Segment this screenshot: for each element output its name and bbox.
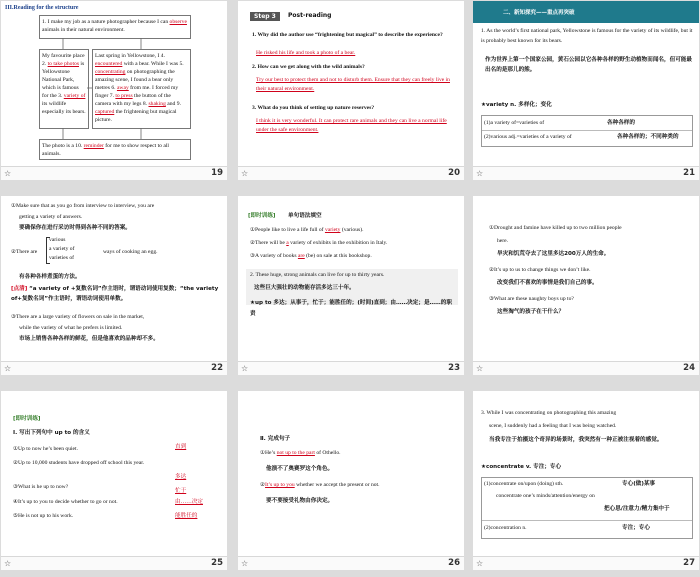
slide-thumb-22[interactable] (1, 196, 227, 375)
example-2-start: ②There are (11, 249, 38, 255)
exercise-1-translation: 他演不了奥赛罗这个角色。 (266, 466, 334, 472)
exercise-3: ③What is he up to now? (13, 484, 69, 490)
brace (46, 237, 50, 264)
usage-1: (1)a variety of=varieties of (484, 120, 545, 126)
question-2: 2. How can we get along with the wild animals? (252, 64, 365, 70)
header-title: 二、新知探究——重点再突破 (503, 10, 575, 16)
answer-2: 多达 (175, 474, 187, 480)
answer-5: 能胜任的 (175, 513, 198, 519)
slide-number: 25 (211, 558, 223, 568)
paragraph-1: 1. As the world’s first national park, Yellowstone is famous for the variety of its wildlife, but it is probably best known for its bears. (481, 28, 693, 44)
slide-footer (238, 166, 464, 180)
usage-1-meaning: 各种各样的 (607, 120, 635, 126)
key-sentence: 2. These huge, strong animals can live for up to thirty years. (250, 272, 385, 278)
star-icon[interactable]: ☆ (4, 364, 12, 373)
usage-2-meaning: 各种各样的；不同种类的 (617, 134, 679, 140)
example-2-end: ways of cooking an egg. (103, 249, 158, 255)
slide-number: 23 (448, 363, 460, 373)
note: [点清] “a variety of +复数名词”作主语时，谓语动词使用复数；“the variety of+复数名词”作主语时，谓语动词使用单数。 (11, 286, 219, 302)
usage-2-meaning: 把心思/注意力/精力集中于 (604, 506, 670, 512)
example-3-cont: while the variety of what he prefers is limited. (19, 325, 123, 331)
exercise-2: ②There will be a variety of exhibits in the exhibition in Italy. (250, 240, 388, 246)
example-3: ③What are these naughty boys up to? (489, 296, 574, 302)
header-bar (473, 1, 699, 23)
section-title: Ⅱ. 完成句子 (260, 436, 291, 442)
question-1: 1. Why did the author use “frightening but magical” to describe the experience? (252, 32, 443, 38)
slide-title: III.Reading for the structure (5, 5, 79, 11)
exercise-1: ①People like to live a life full of variety (various). (250, 227, 364, 233)
paragraph-1-translation: 作为世界上第一个国家公园，黄石公园以它各种各样的野生动植物而闻名，但可能最出名的是那儿的熊。 (485, 57, 692, 73)
slide-footer (1, 166, 227, 180)
usage-1: (1)concentrate on/upon (doing) sth. (484, 481, 564, 487)
usage-table (481, 115, 693, 147)
slide-number: 21 (683, 168, 695, 178)
answer-1: 直到 (175, 444, 187, 450)
practice-title: 单句语法填空 (288, 213, 322, 219)
key-sentence: 3. While I was concentrating on photographing this amazing (481, 410, 617, 416)
slide-thumb-21[interactable] (473, 1, 699, 180)
answer-2: Try our best to protect them and not to disturb them. Ensure that they can freely live in their natural environment. (256, 77, 450, 92)
slide-thumb-25[interactable] (1, 391, 227, 570)
structure-arrows (1, 1, 227, 167)
usage-2: concentrate one’s minds/attention/energy on (496, 493, 595, 499)
star-icon[interactable]: ☆ (4, 559, 12, 568)
example-1-cont: getting a variety of answers. (19, 214, 83, 220)
slide-footer (1, 556, 227, 570)
exercise-3: ③A variety of books are (be) on sale at this bookshop. (250, 253, 372, 259)
exercise-2-translation: 要不要接受礼物由你决定。 (266, 498, 334, 504)
slide-number: 19 (211, 168, 223, 178)
slide-footer (473, 361, 699, 375)
slide-number: 27 (683, 558, 695, 568)
star-icon[interactable]: ☆ (241, 169, 249, 178)
example-2-options: various a variety of varieties of (49, 237, 75, 261)
slide-number: 22 (211, 363, 223, 373)
star-icon[interactable]: ☆ (476, 364, 484, 373)
example-3-translation: 市场上销售各种各样的鲜花，但是他喜欢的品种却不多。 (19, 336, 159, 342)
key-word: ★variety n. 多样化；变化 (481, 102, 552, 108)
exercise-2: ②Up to 10,000 students have dropped off school this year. (13, 460, 145, 466)
usage-table (481, 477, 693, 539)
answer-3: 忙于 (175, 488, 187, 494)
usage-2: (2)various adj.=varieties of a variety of (484, 134, 572, 140)
slide-thumb-19[interactable] (1, 1, 227, 180)
usage-3-meaning: 专注；专心 (622, 525, 650, 531)
structure-box-left: My favourite place 2. to take photos is Yellowstone National Park, which is famous for the 3. variety of its wildlife especially its bears. (39, 49, 89, 129)
example-1-translation: 要确保你在进行采访时得到各种不同的答案。 (19, 225, 131, 231)
structure-box-bottom: The photo is a 10. reminder for me to show respect to all animals. (39, 139, 191, 160)
slide-thumb-24[interactable] (473, 196, 699, 375)
answer-1: He risked his life and took a photo of a bear. (256, 50, 356, 56)
answer-4: 由……决定 (175, 499, 203, 505)
example-2-translation: 有各种各样煮蛋的方法。 (19, 274, 81, 280)
slide-footer (238, 361, 464, 375)
key-sentence-cont: scene, I suddenly had a feeling that I was being watched. (489, 423, 617, 429)
structure-box-top: 1. I make my job as a nature photographer because I can observe animals in their natural environment. (39, 15, 191, 39)
slide-thumb-27[interactable] (473, 391, 699, 570)
practice-tag: [即时训练] (13, 416, 41, 422)
slide-footer (473, 556, 699, 570)
slide-footer (473, 166, 699, 180)
structure-box-right: Last spring in Yellowstone, I 4. encountered with a bear. While I was 5. concentrating on photographing the amazing scene, I found a bear only metres 6. away from me. I forced my finger 7. to press the button of the camera with my legs 8. shaking and 9. captured the frightening but magical picture. (92, 49, 191, 129)
exercise-1: ①Up to now he’s been quiet. (13, 446, 78, 452)
key-sentence-translation: 这些巨大强壮的动物能存活多达三十年。 (254, 285, 355, 291)
up-to-meanings: ★up to 多达；从事于，忙于；能胜任的；(时间)直到；由……决定；是……的职责 (250, 300, 452, 317)
slide-thumb-23[interactable] (238, 196, 464, 375)
step-title: Post-reading (288, 12, 332, 19)
example-2-translation: 改变我们不喜欢的事情是我们自己的事。 (497, 280, 598, 286)
example-1-translation: 旱灾和饥荒夺去了这里多达200万人的生命。 (497, 251, 610, 257)
exercise-2: ②It’s up to you whether we accept the present or not. (260, 482, 380, 488)
star-icon[interactable]: ☆ (476, 169, 484, 178)
example-1: ①Drought and famine have killed up to two million people (489, 225, 622, 231)
example-1: ①Make sure that as you go from interview to interview, you are (11, 203, 155, 209)
step-badge: Step 3 (250, 12, 280, 21)
slide-number: 24 (683, 363, 695, 373)
slide-thumb-20[interactable] (238, 1, 464, 180)
star-icon[interactable]: ☆ (241, 559, 249, 568)
example-3: ③There are a large variety of flowers on sale in the market, (11, 314, 145, 320)
key-sentence-translation: 当我专注于拍摄这个奇异的场景时，我突然有一种正被注视着的感觉。 (489, 437, 663, 443)
star-icon[interactable]: ☆ (476, 559, 484, 568)
slide-footer (238, 556, 464, 570)
exercise-4: ④It’s up to you to decide whether to go or not. (13, 499, 118, 505)
example-1-cont: here. (497, 238, 509, 244)
exercise-1: ①He’s not up to the part of Othello. (260, 450, 341, 456)
star-icon[interactable]: ☆ (4, 169, 12, 178)
usage-3: (2)concentration n. (484, 525, 527, 531)
slide-number: 20 (448, 168, 460, 178)
slide-thumb-26[interactable] (238, 391, 464, 570)
star-icon[interactable]: ☆ (241, 364, 249, 373)
key-word: ★concentrate v. 专注；专心 (481, 464, 562, 470)
answer-3: I think it is very wonderful. It can protect rare animals and they can live a normal life under the safe environment. (256, 118, 447, 133)
usage-1-meaning: 专心(做)某事 (622, 481, 656, 487)
slide-number: 26 (448, 558, 460, 568)
practice-title: Ⅰ. 写出下列句中 up to 的含义 (13, 430, 90, 436)
example-2: ②It’s up to us to change things we don’t like. (489, 267, 591, 273)
example-3-translation: 这些淘气的孩子在干什么？ (497, 309, 565, 315)
exercise-5: ⑤He is not up to his work. (13, 513, 74, 519)
practice-tag: [即时训练] (248, 213, 276, 219)
question-3: 3. What do you think of setting up nature reserves? (252, 105, 375, 111)
slide-footer (1, 361, 227, 375)
